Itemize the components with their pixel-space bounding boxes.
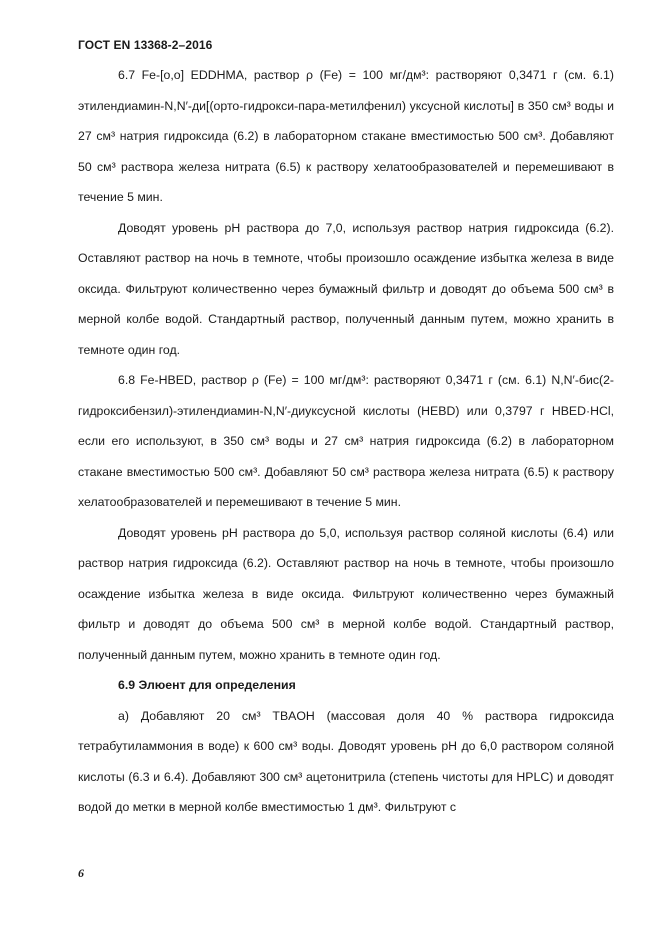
paragraph-6-8-continued: Доводят уровень pH раствора до 5,0, используя раствор соляной кислоты (6.4) или раствор натрия гидроксида (6.2). Оставляют раствор на ночь в темноте, чтобы произошло осаждение избытка железа в виде оксида. Фильтруют количественно через бумажный фильтр и доводят до объема 500 см³ в мерной колбе водой. Стандартный раствор, полученный данным путем, можно хранить в темноте один год. xyxy=(78,525,614,662)
document-header: ГОСТ EN 13368-2–2016 xyxy=(78,38,213,52)
paragraph-6-8: 6.8 Fe-HBED, раствор ρ (Fe) = 100 мг/дм³: растворяют 0,3471 г (см. 6.1) N,N′-бис(2-гидроксибензил)-этилендиамин-N,N′-диуксусной кислоты (HEBD) или 0,3797 г HBED·HCl, если его используют, в 350 см³ воды и 27 см³ натрия гидроксида (6.2) в лабораторном стакане вместимостью 500 см³. Добавляют 50 см³ раствора железа нитрата (6.5) к раствору хелатообразователей и перемешивают в течение 5 мин. xyxy=(78,373,614,509)
paragraph-6-9-a: а) Добавляют 20 см³ TBAOH (массовая доля 40 % раствора гидроксида тетрабутиламмония в воде) к 600 см³ воды. Доводят уровень pH до 6,0 раствором соляной кислоты (6.3 и 6.4). Добавляют 300 см³ ацетонитрила (степень чистоты для HPLC) и доводят водой до метки в мерной колбе вместимостью 1 дм³. Фильтруют с xyxy=(78,708,614,814)
paragraph-6-7-continued: Доводят уровень pH раствора до 7,0, используя раствор натрия гидроксида (6.2). Оставляют раствор на ночь в темноте, чтобы произошло осаждение избытка железа в виде оксида. Фильтруют количественно через бумажный фильтр и доводят до объема 500 см³ в мерной колбе водой. Стандартный раствор, полученный данным путем, можно хранить в темноте один год. xyxy=(78,220,614,357)
section-heading-6-9: 6.9 Элюент для определения xyxy=(118,678,296,692)
paragraph-6-7: 6.7 Fe-[o,o] EDDHMA, раствор ρ (Fe) = 100 мг/дм³: растворяют 0,3471 г (см. 6.1) этилендиамин-N,N′-ди[(орто-гидрокси-пара-метилфенил) уксусной кислоты] в 350 см³ воды и 27 см³ натрия гидроксида (6.2) в лабораторном стакане вместимостью 500 см³. Добавляют 50 см³ раствора железа нитрата (6.5) к раствору хелатообразователей и перемешивают в течение 5 мин. xyxy=(78,68,614,204)
page-number: 6 xyxy=(78,866,84,880)
document-body xyxy=(78,60,614,823)
